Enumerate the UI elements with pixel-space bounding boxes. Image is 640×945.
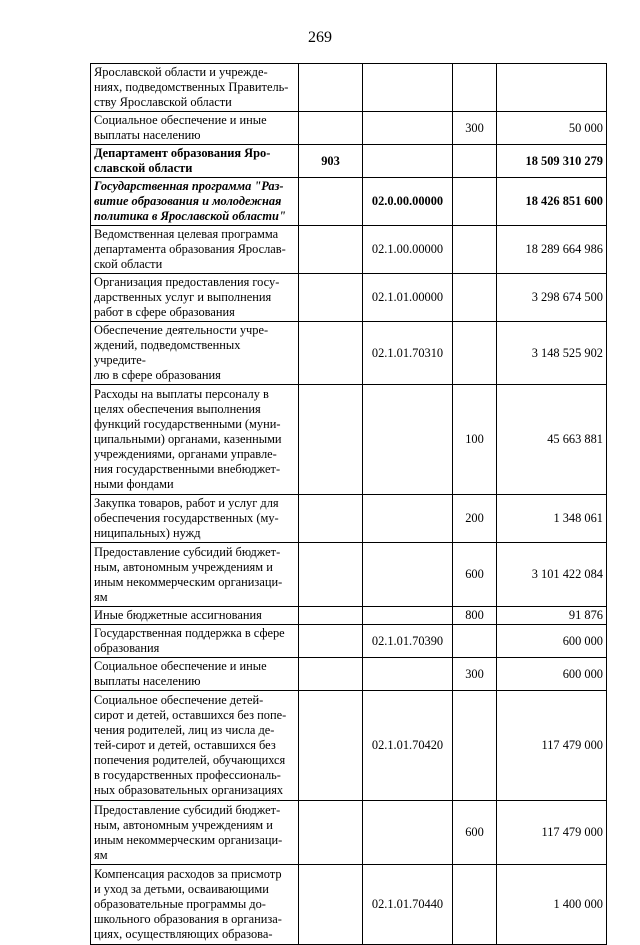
row-expense-type-cell — [453, 322, 497, 385]
row-department-cell — [299, 226, 363, 274]
row-target-code-cell: 02.1.01.70420 — [363, 691, 453, 801]
row-department-cell — [299, 112, 363, 145]
table-row — [91, 226, 607, 274]
row-amount-cell: 1 348 061 — [497, 495, 607, 543]
row-amount-cell: 117 479 000 — [497, 691, 607, 801]
table-row — [91, 385, 607, 495]
table-row — [91, 607, 607, 625]
row-target-code-cell — [363, 64, 453, 112]
row-amount-cell: 600 000 — [497, 658, 607, 691]
row-department-cell — [299, 495, 363, 543]
row-department-cell — [299, 607, 363, 625]
page-number: 269 — [308, 29, 332, 46]
table-row — [91, 625, 607, 658]
row-target-code-cell — [363, 112, 453, 145]
row-name-cell: Иные бюджетные ассигнования — [91, 607, 299, 625]
table-row — [91, 543, 607, 607]
row-expense-type-cell — [453, 145, 497, 178]
row-target-code-cell — [363, 658, 453, 691]
row-target-code-cell: 02.1.01.70310 — [363, 322, 453, 385]
table-row — [91, 145, 607, 178]
budget-table-body — [91, 64, 607, 945]
row-expense-type-cell: 300 — [453, 112, 497, 145]
row-expense-type-cell — [453, 226, 497, 274]
row-name-cell: Закупка товаров, работ и услуг для обеспечения государственных (му- ниципальных) нужд — [91, 495, 299, 543]
row-target-code-cell — [363, 145, 453, 178]
row-amount-cell: 3 101 422 084 — [497, 543, 607, 607]
table-row — [91, 801, 607, 865]
row-department-cell — [299, 64, 363, 112]
row-target-code-cell: 02.1.01.70390 — [363, 625, 453, 658]
row-department-cell — [299, 801, 363, 865]
row-name-cell: Предоставление субсидий бюджет- ным, автономным учреждениям и иным некоммерческим организаци- ям — [91, 801, 299, 865]
row-target-code-cell — [363, 801, 453, 865]
table-row — [91, 178, 607, 226]
row-department-cell — [299, 625, 363, 658]
row-expense-type-cell: 300 — [453, 658, 497, 691]
table-row — [91, 112, 607, 145]
row-amount-cell: 600 000 — [497, 625, 607, 658]
row-amount-cell: 18 509 310 279 — [497, 145, 607, 178]
row-department-cell — [299, 543, 363, 607]
row-target-code-cell — [363, 495, 453, 543]
row-amount-cell: 45 663 881 — [497, 385, 607, 495]
row-department-cell — [299, 178, 363, 226]
row-name-cell: Организация предоставления госу- дарственных услуг и выполнения работ в сфере образования — [91, 274, 299, 322]
table-row — [91, 322, 607, 385]
row-name-cell: Социальное обеспечение и иные выплаты населению — [91, 658, 299, 691]
row-amount-cell: 3 298 674 500 — [497, 274, 607, 322]
row-name-cell: Ярославской области и учрежде- ниях, подведомственных Правитель- ству Ярославской области — [91, 64, 299, 112]
row-name-cell: Социальное обеспечение и иные выплаты населению — [91, 112, 299, 145]
row-name-cell: Государственная программа "Раз- витие образования и молодежная политика в Ярославской области" — [91, 178, 299, 226]
row-amount-cell — [497, 64, 607, 112]
budget-table — [90, 63, 607, 945]
row-expense-type-cell — [453, 274, 497, 322]
row-target-code-cell — [363, 385, 453, 495]
row-name-cell: Ведомственная целевая программа департамента образования Ярослав- ской области — [91, 226, 299, 274]
row-department-cell — [299, 274, 363, 322]
row-expense-type-cell: 600 — [453, 801, 497, 865]
row-department-cell — [299, 385, 363, 495]
row-target-code-cell: 02.1.00.00000 — [363, 226, 453, 274]
row-expense-type-cell: 600 — [453, 543, 497, 607]
row-department-cell: 903 — [299, 145, 363, 178]
row-expense-type-cell — [453, 625, 497, 658]
row-target-code-cell: 02.1.01.00000 — [363, 274, 453, 322]
row-expense-type-cell — [453, 178, 497, 226]
table-row — [91, 691, 607, 801]
row-name-cell: Государственная поддержка в сфере образования — [91, 625, 299, 658]
row-name-cell: Департамент образования Яро- славской области — [91, 145, 299, 178]
row-amount-cell: 50 000 — [497, 112, 607, 145]
row-name-cell: Расходы на выплаты персоналу в целях обеспечения выполнения функций государственными (муни- ципальными) органами, казенными учреждениями, органами управле- ния государственными внебюджет- ными фондами — [91, 385, 299, 495]
row-expense-type-cell: 800 — [453, 607, 497, 625]
row-name-cell: Предоставление субсидий бюджет- ным, автономным учреждениям и иным некоммерческим организаци- ям — [91, 543, 299, 607]
row-amount-cell: 1 400 000 — [497, 865, 607, 945]
row-target-code-cell — [363, 543, 453, 607]
row-department-cell — [299, 322, 363, 385]
row-expense-type-cell — [453, 64, 497, 112]
row-name-cell: Обеспечение деятельности учре- ждений, подведомственных учредите- лю в сфере образования — [91, 322, 299, 385]
table-row — [91, 495, 607, 543]
row-amount-cell: 18 426 851 600 — [497, 178, 607, 226]
row-expense-type-cell: 200 — [453, 495, 497, 543]
table-row — [91, 64, 607, 112]
row-amount-cell: 91 876 — [497, 607, 607, 625]
row-expense-type-cell: 100 — [453, 385, 497, 495]
row-amount-cell: 117 479 000 — [497, 801, 607, 865]
row-target-code-cell: 02.0.00.00000 — [363, 178, 453, 226]
table-row — [91, 274, 607, 322]
row-department-cell — [299, 691, 363, 801]
row-target-code-cell: 02.1.01.70440 — [363, 865, 453, 945]
row-name-cell: Социальное обеспечение детей- сирот и детей, оставшихся без попе- чения родителей, лиц из числа де- тей-сирот и детей, оставшихся без попечения родителей, обучающихся в государственных профессиональ- ных образовательных организациях — [91, 691, 299, 801]
row-department-cell — [299, 658, 363, 691]
row-amount-cell: 18 289 664 986 — [497, 226, 607, 274]
table-row — [91, 658, 607, 691]
row-amount-cell: 3 148 525 902 — [497, 322, 607, 385]
row-expense-type-cell — [453, 691, 497, 801]
row-target-code-cell — [363, 607, 453, 625]
row-name-cell: Компенсация расходов за присмотр и уход за детьми, осваивающими образовательные программы до- школьного образования в организа- циях, осуществляющих образова- — [91, 865, 299, 945]
